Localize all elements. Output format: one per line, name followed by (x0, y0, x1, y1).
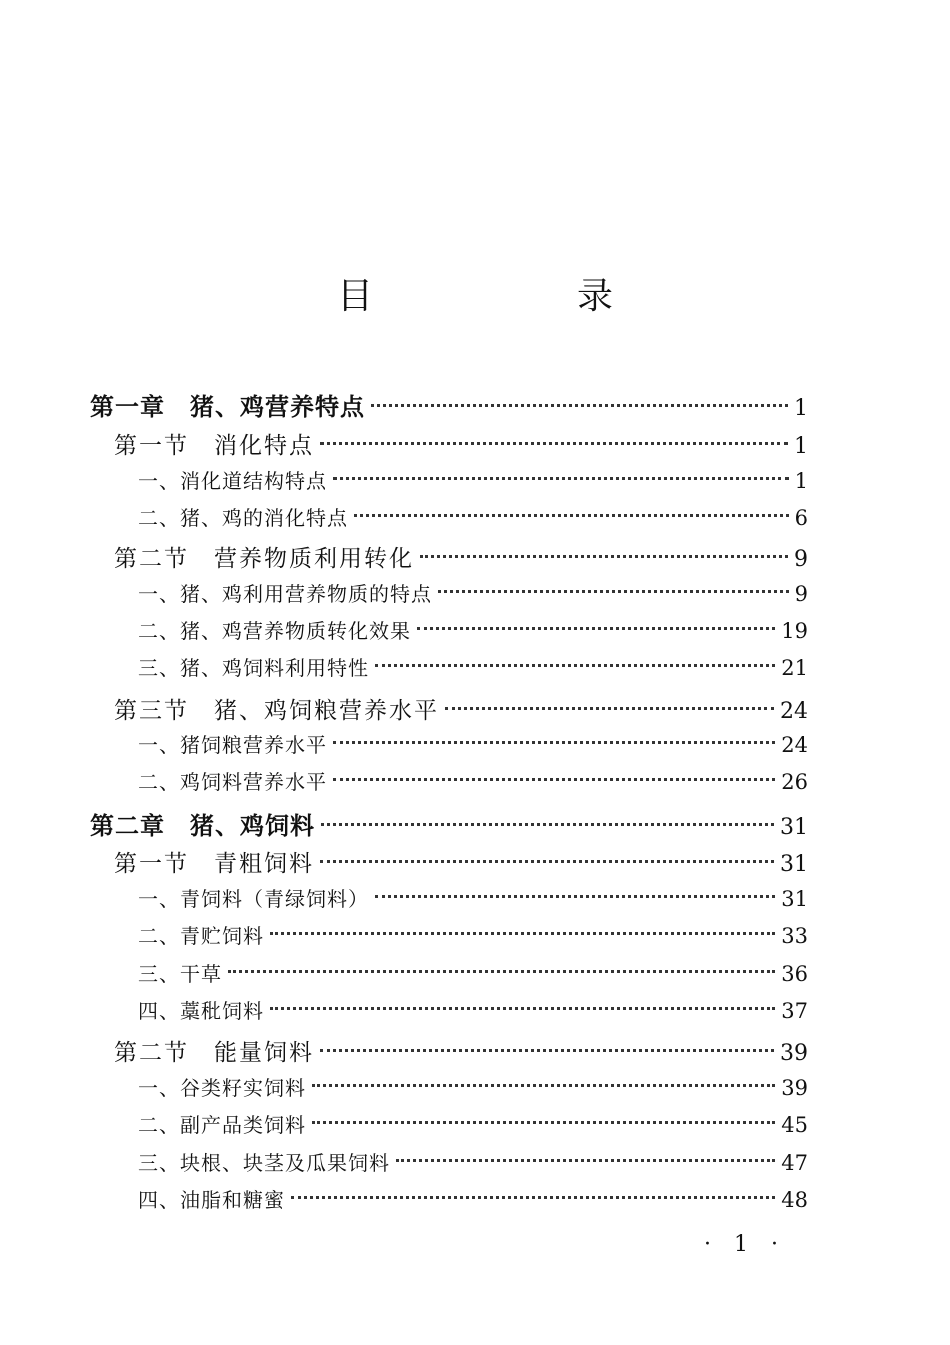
toc-entry-item (138, 766, 808, 802)
toc-entry-label: 一、消化道结构特点 (138, 469, 327, 493)
toc-entry-label: 二、猪、鸡的消化特点 (138, 506, 348, 530)
toc-entry-section (114, 845, 808, 881)
dot-leader (438, 590, 789, 593)
toc-entry-page: 36 (781, 962, 808, 986)
toc-entry-item (138, 1147, 808, 1183)
page-number: · 1 · (704, 1232, 786, 1257)
dot-leader (417, 627, 775, 630)
dot-leader (396, 1159, 775, 1162)
dot-leader (320, 860, 774, 863)
dot-leader (354, 514, 789, 517)
toc-entry-page: 48 (781, 1188, 808, 1212)
toc-entry-page: 19 (781, 619, 808, 643)
toc-entry-item (138, 1184, 808, 1220)
dot-leader (270, 1007, 775, 1010)
dot-leader (445, 707, 774, 710)
dot-leader (371, 404, 788, 407)
toc-entry-label: 二、鸡饲料营养水平 (138, 770, 327, 794)
toc-entry-page: 6 (794, 506, 808, 530)
toc-entry-page: 37 (781, 999, 808, 1023)
toc-entry-page: 9 (794, 582, 808, 606)
toc-entry-item (138, 615, 808, 651)
toc-entry-page: 31 (780, 852, 808, 877)
toc-entry-label: 第二节 能量饲料 (114, 1040, 314, 1066)
toc-entry-page: 1 (794, 469, 808, 493)
toc-entry-label: 第三节 猪、鸡饲粮营养水平 (114, 698, 439, 724)
toc-entry-label: 一、青饲料（青绿饲料） (138, 887, 369, 911)
dot-leader (320, 442, 788, 445)
toc-entry-item (138, 883, 808, 919)
dot-leader (321, 823, 774, 826)
toc-entry-label: 第一节 消化特点 (114, 433, 314, 459)
toc-entry-page: 33 (781, 924, 808, 948)
toc-entry-item (138, 652, 808, 688)
toc-entry-page: 31 (780, 815, 808, 840)
toc-entry-label: 一、谷类籽实饲料 (138, 1076, 306, 1100)
toc-entry-label: 二、副产品类饲料 (138, 1113, 306, 1137)
dot-leader (333, 477, 789, 480)
dot-leader (291, 1196, 775, 1199)
toc-entry-label: 三、猪、鸡饲料利用特性 (138, 656, 369, 680)
toc-entry-label: 第二章 猪、鸡饲料 (90, 811, 315, 840)
toc-entry-item (138, 1109, 808, 1145)
toc-entry-item (138, 465, 808, 501)
toc-entry-item (138, 995, 808, 1031)
toc-entry-page: 47 (781, 1151, 808, 1175)
dot-leader (312, 1121, 775, 1124)
dot-leader (420, 555, 788, 558)
dot-leader (312, 1084, 775, 1087)
toc-entry-section (114, 1034, 808, 1070)
toc-entry-chapter (90, 806, 808, 842)
dot-leader (320, 1049, 774, 1052)
toc-entry-item (138, 502, 808, 538)
toc-entry-item (138, 578, 808, 614)
toc-entry-label: 第一章 猪、鸡营养特点 (90, 392, 365, 421)
toc-entry-page: 1 (794, 396, 808, 421)
toc-entry-label: 三、块根、块茎及瓜果饲料 (138, 1151, 390, 1175)
dot-leader (333, 741, 775, 744)
toc-entry-section (114, 427, 808, 463)
toc-entry-page: 31 (781, 887, 808, 911)
toc-entry-page: 26 (781, 770, 808, 794)
toc-entry-page: 1 (794, 434, 808, 459)
toc-entry-page: 9 (794, 547, 808, 572)
toc-entry-page: 39 (780, 1041, 808, 1066)
toc-entry-page: 45 (781, 1113, 808, 1137)
toc-entry-section (114, 540, 808, 576)
dot-leader (375, 664, 775, 667)
toc-entry-label: 第一节 青粗饲料 (114, 851, 314, 877)
toc-entry-chapter (90, 387, 808, 423)
toc-entry-label: 四、藁秕饲料 (138, 999, 264, 1023)
toc-entry-page: 24 (781, 733, 808, 757)
toc-entry-item (138, 1072, 808, 1108)
toc-entry-item (138, 729, 808, 765)
toc-entry-page: 24 (780, 699, 808, 724)
toc-entry-label: 二、猪、鸡营养物质转化效果 (138, 619, 411, 643)
toc-entry-page: 39 (781, 1076, 808, 1100)
toc-entry-item (138, 958, 808, 994)
dot-leader (333, 778, 775, 781)
toc-entry-label: 四、油脂和糖蜜 (138, 1188, 285, 1212)
toc-entry-page: 21 (781, 656, 808, 680)
toc-entry-label: 第二节 营养物质利用转化 (114, 546, 414, 572)
toc-entry-label: 一、猪饲粮营养水平 (138, 733, 327, 757)
toc-entry-item (138, 920, 808, 956)
toc-entry-section (114, 692, 808, 728)
page-title: 目 录 (336, 276, 697, 317)
dot-leader (228, 970, 775, 973)
toc-entry-label: 三、干草 (138, 962, 222, 986)
dot-leader (375, 895, 775, 898)
toc-entry-label: 一、猪、鸡利用营养物质的特点 (138, 582, 432, 606)
toc-entry-label: 二、青贮饲料 (138, 924, 264, 948)
dot-leader (270, 932, 775, 935)
